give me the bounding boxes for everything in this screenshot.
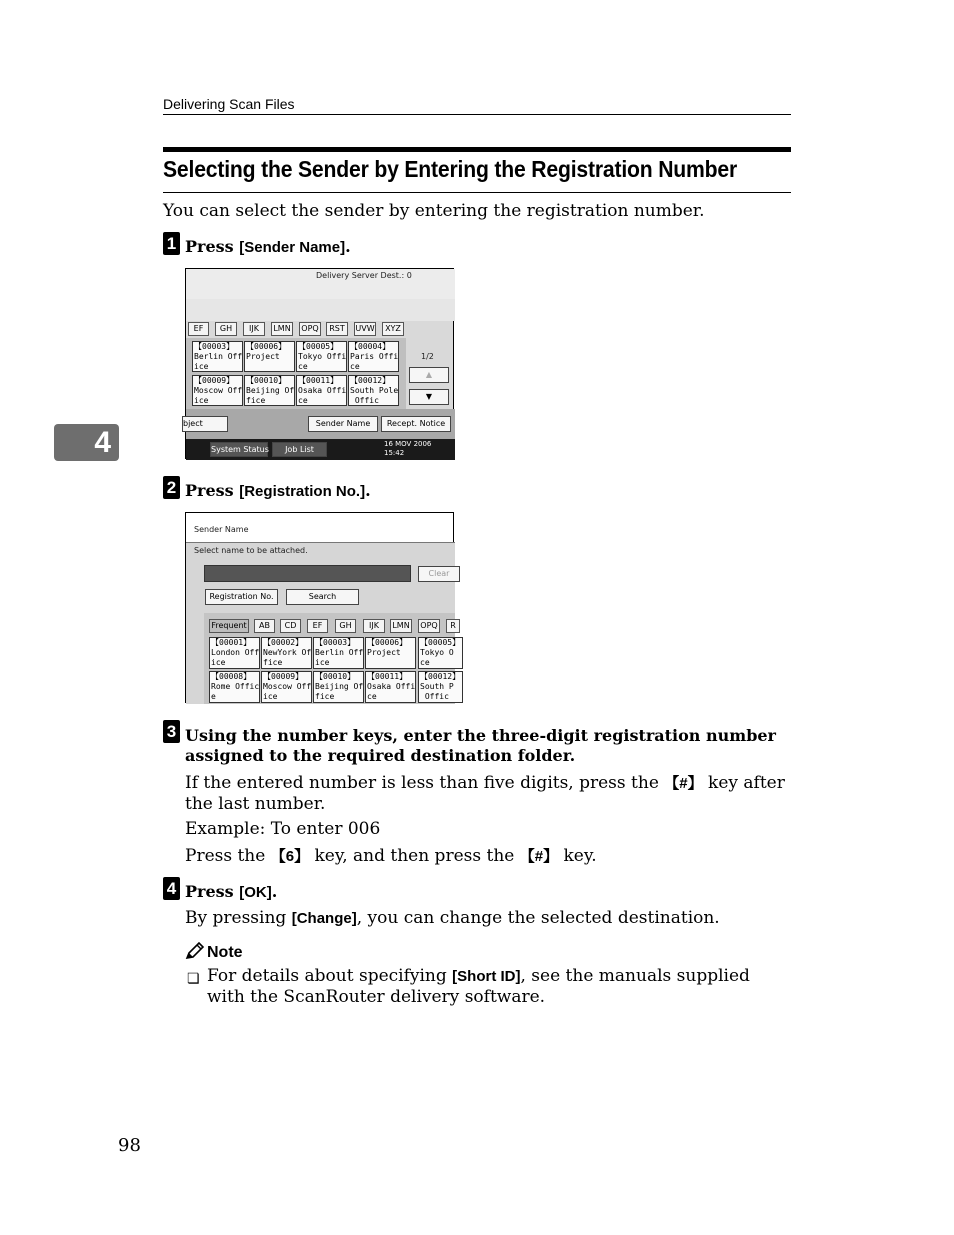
cell-name: Moscow Off — [194, 386, 243, 395]
cell-code: 【00005】 — [420, 638, 461, 647]
cell-name-cont: ce — [367, 692, 377, 701]
dest-cell[interactable] — [313, 671, 364, 703]
hash-key: 【#】 — [664, 775, 703, 792]
tab-gh[interactable]: GH — [335, 619, 356, 633]
selected-name-field[interactable] — [204, 565, 411, 582]
hash-key: 【#】 — [519, 848, 559, 865]
sender-name-button[interactable]: Sender Name — [308, 416, 378, 432]
cell-name: Tokyo Offi — [298, 352, 347, 361]
step-3-example: Example: To enter 006 — [185, 819, 381, 839]
tab-xyz[interactable]: XYZ — [382, 322, 404, 336]
running-header: Delivering Scan Files — [163, 96, 295, 112]
tab-ef[interactable]: EF — [188, 322, 209, 336]
cell-code: 【00009】 — [263, 672, 304, 681]
cell-name: South P — [420, 682, 454, 691]
sender-name-key: [Sender Name] — [239, 239, 346, 256]
header-rule — [163, 114, 791, 115]
tab-uvw[interactable]: UVW — [354, 322, 376, 336]
cell-name-cont: fice — [315, 692, 335, 701]
tab-ijk[interactable]: IJK — [243, 322, 265, 336]
step-3-para-1-post: key after the last number. — [185, 773, 785, 814]
cell-code: 【00012】 — [420, 672, 461, 681]
ok-key: [OK] — [239, 884, 272, 901]
chapter-tab: 4 — [54, 424, 119, 461]
step-4-para — [185, 908, 720, 929]
scroll-up-button[interactable]: ▲ — [409, 367, 449, 383]
tab-lmn[interactable]: LMN — [390, 619, 412, 633]
tab-opq[interactable]: OPQ — [418, 619, 440, 633]
dest-cell[interactable] — [244, 375, 295, 406]
registration-no-button[interactable]: Registration No. — [205, 589, 278, 605]
job-list-button[interactable]: Job List — [272, 442, 327, 457]
step-2-pre: Press — [185, 481, 240, 500]
step-3-para-1-pre: If the entered number is less than five digits, press the — [185, 773, 665, 793]
cell-name: Moscow Off — [263, 682, 312, 691]
cell-name: South Pole — [350, 386, 399, 395]
change-key: [Change] — [291, 910, 357, 927]
tab-opq[interactable]: OPQ — [299, 322, 321, 336]
note-bullet-icon: ❏ — [187, 971, 200, 987]
screen1-mid-panel — [186, 299, 455, 321]
cell-name: Berlin Off — [315, 648, 364, 657]
tab-ef[interactable]: EF — [307, 619, 328, 633]
cell-name-cont: ice — [194, 362, 209, 371]
title-rule — [163, 192, 791, 193]
cell-name-cont: ice — [263, 692, 278, 701]
cell-name-cont: fice — [246, 396, 266, 405]
dest-cell[interactable] — [192, 341, 243, 372]
cell-name-cont: Offic — [420, 692, 449, 701]
dest-cell[interactable] — [313, 637, 364, 669]
cell-name: Tokyo O — [420, 648, 454, 657]
step-1-pre: Press — [185, 237, 240, 256]
dest-cell[interactable] — [296, 375, 347, 406]
scroll-down-button[interactable]: ▼ — [409, 389, 449, 405]
step-3-para-3 — [185, 846, 597, 867]
tab-r[interactable]: R — [446, 619, 460, 633]
step-3-para-1 — [185, 773, 791, 814]
step-2-post: . — [365, 481, 371, 500]
status-date: 16 MOV 2006 — [384, 440, 432, 448]
page-number: 98 — [118, 1135, 141, 1156]
cell-code: 【00012】 — [350, 376, 391, 385]
tab-gh[interactable]: GH — [215, 322, 237, 336]
tab-ijk[interactable]: IJK — [363, 619, 385, 633]
cell-name-cont: ce — [420, 658, 430, 667]
dest-cell[interactable] — [244, 341, 295, 372]
dest-cell[interactable] — [192, 375, 243, 406]
cell-name: Osaka Offi — [367, 682, 416, 691]
pencil-icon — [185, 942, 205, 960]
subject-button[interactable]: bject — [182, 416, 228, 432]
step-3-text: Using the number keys, enter the three-digit registration number assigned to the required destination folder. — [185, 726, 776, 765]
intro-text: You can select the sender by entering the registration number. — [163, 201, 705, 221]
step-4-pre: Press — [185, 882, 240, 901]
step-4-para-post: , you can change the selected destination. — [356, 908, 720, 928]
screen2-title: Sender Name — [194, 525, 249, 534]
dest-cell[interactable] — [365, 637, 416, 669]
cell-code: 【00001】 — [211, 638, 252, 647]
dest-cell[interactable] — [296, 341, 347, 372]
delivery-server-label: Delivery Server Dest.: 0 — [316, 271, 412, 280]
cell-name: NewYork Of — [263, 648, 312, 657]
cell-name-cont: ce — [298, 362, 308, 371]
cell-name-cont: Offic — [350, 396, 379, 405]
cell-code: 【00009】 — [194, 376, 235, 385]
step-3-para-3-b: key, and then press the — [309, 846, 520, 866]
status-time: 15:42 — [384, 449, 405, 457]
dest-cell[interactable] — [261, 671, 312, 703]
cell-code: 【00011】 — [298, 376, 339, 385]
cell-code: 【00006】 — [246, 342, 287, 351]
cell-code: 【00010】 — [315, 672, 356, 681]
cell-code: 【00011】 — [367, 672, 408, 681]
step-1-text — [185, 237, 351, 256]
cell-name: Paris Offi — [350, 352, 399, 361]
step-4-para-pre: By pressing — [185, 908, 292, 928]
tab-frequent[interactable]: Frequent — [209, 619, 249, 633]
step-2-text — [185, 481, 371, 500]
six-key: 【6】 — [270, 848, 310, 865]
title-bar — [163, 147, 791, 152]
registration-no-key: [Registration No.] — [239, 483, 366, 500]
clear-button[interactable]: Clear — [418, 566, 460, 582]
cell-name-cont: ce — [350, 362, 360, 371]
cell-code: 【00010】 — [246, 376, 287, 385]
cell-name-cont: ice — [211, 658, 226, 667]
step-4-badge: 4 — [163, 877, 180, 900]
dest-cell[interactable] — [209, 637, 260, 669]
cell-name: London Off — [211, 648, 260, 657]
cell-code: 【00003】 — [194, 342, 235, 351]
step-1-post: . — [345, 237, 351, 256]
cell-name: Osaka Offi — [298, 386, 347, 395]
cell-name: Rome Offic — [211, 682, 260, 691]
note-text-post: , see the manuals supplied with the ScanRouter delivery software. — [207, 966, 750, 1007]
short-id-key: [Short ID] — [452, 968, 521, 985]
cell-name: Project — [367, 648, 401, 657]
cell-name-cont: ice — [315, 658, 330, 667]
cell-code: 【00004】 — [350, 342, 391, 351]
screenshot-sender-name — [185, 268, 454, 459]
note-label: Note — [207, 944, 243, 961]
tab-cd[interactable]: CD — [280, 619, 301, 633]
step-1-badge: 1 — [163, 232, 180, 255]
screenshot-registration-no — [185, 512, 461, 703]
dest-cell[interactable] — [418, 637, 463, 669]
tab-rst[interactable]: RST — [326, 322, 348, 336]
tab-ab[interactable]: AB — [254, 619, 275, 633]
step-4-post: . — [271, 882, 278, 901]
dest-cell[interactable] — [418, 671, 463, 703]
step-4-text — [185, 882, 277, 901]
cell-code: 【00008】 — [211, 672, 252, 681]
cell-name-cont: fice — [263, 658, 283, 667]
cell-code: 【00005】 — [298, 342, 339, 351]
search-button[interactable]: Search — [286, 589, 359, 605]
cell-name-cont: ice — [194, 396, 209, 405]
step-2-badge: 2 — [163, 476, 180, 499]
step-3-para-3-a: Press the — [185, 846, 271, 866]
step-3-para-3-c: key. — [558, 846, 597, 866]
cell-code: 【00006】 — [367, 638, 408, 647]
note-text-pre: For details about specifying — [207, 966, 453, 986]
note-text — [207, 966, 791, 1007]
tab-lmn[interactable]: LMN — [271, 322, 293, 336]
cell-name: Beijing Of — [246, 386, 295, 395]
section-title: Selecting the Sender by Entering the Registration Number — [163, 156, 738, 182]
cell-name: Berlin Off — [194, 352, 243, 361]
cell-name: Beijing Of — [315, 682, 364, 691]
recept-notice-button[interactable]: Recept. Notice — [381, 416, 451, 432]
dest-cell[interactable] — [261, 637, 312, 669]
system-status-button[interactable]: System Status — [210, 442, 268, 457]
cell-code: 【00002】 — [263, 638, 304, 647]
screen2-instruction: Select name to be attached. — [194, 546, 308, 555]
dest-cell[interactable] — [365, 671, 416, 703]
cell-code: 【00003】 — [315, 638, 356, 647]
dest-cell[interactable] — [348, 341, 399, 372]
dest-cell[interactable] — [209, 671, 260, 703]
step-3-badge: 3 — [163, 720, 180, 743]
cell-name-cont: e — [211, 692, 216, 701]
cell-name: Project — [246, 352, 280, 361]
cell-name-cont: ce — [298, 396, 308, 405]
dest-cell[interactable] — [348, 375, 399, 406]
page-indicator: 1/2 — [421, 352, 434, 361]
